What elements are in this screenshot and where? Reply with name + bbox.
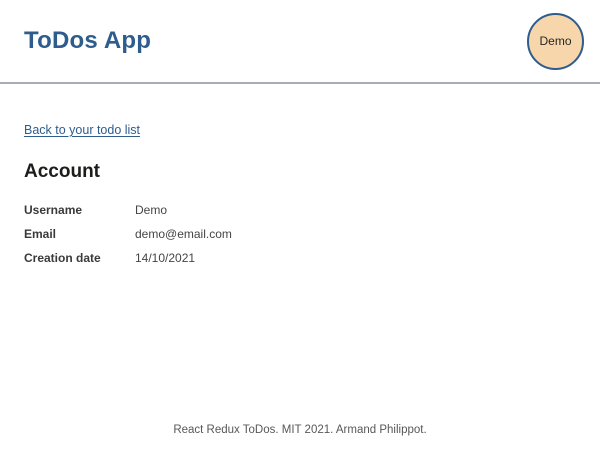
avatar-username-label: Demo [539, 34, 572, 48]
field-value-creation-date: 14/10/2021 [135, 251, 196, 265]
account-heading: Account [24, 161, 100, 182]
field-label-creation-date: Creation date [24, 251, 101, 265]
app-title-link[interactable]: ToDos App [24, 27, 152, 54]
footer-credit-text: React Redux ToDos. MIT 2021. Armand Philippot. [173, 424, 427, 436]
app-header [0, 0, 600, 84]
account-fields-list [24, 198, 576, 270]
field-value-username: Demo [135, 203, 168, 217]
app-footer [0, 420, 600, 457]
back-to-todo-list-link[interactable]: Back to your todo list [24, 123, 141, 137]
field-label-username: Username [24, 203, 83, 217]
user-avatar-button[interactable] [527, 13, 584, 70]
field-label-email: Email [24, 227, 57, 241]
field-value-email: demo@email.com [135, 227, 232, 241]
account-page [0, 84, 600, 420]
